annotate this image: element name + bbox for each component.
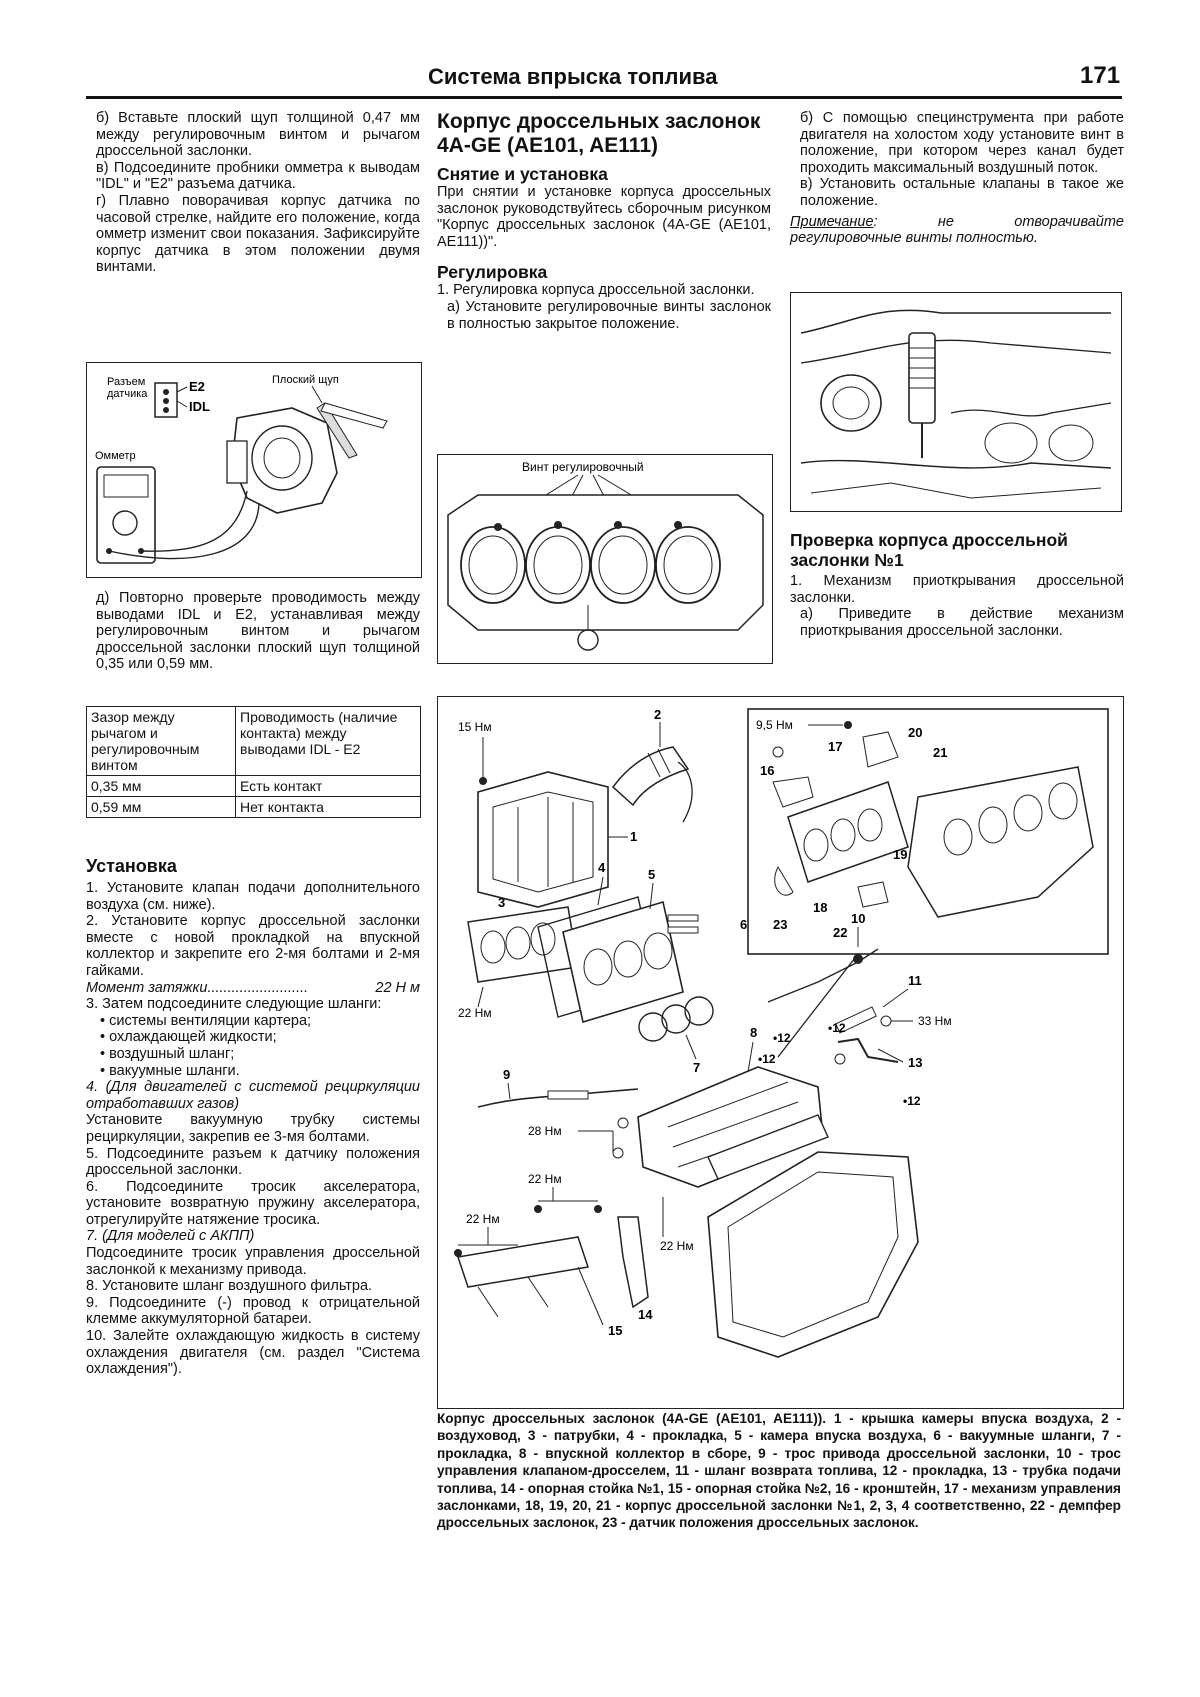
adjust-step-1: 1. Регулировка корпуса дроссельной заслонки.: [437, 282, 755, 299]
torque-22b: 22 Нм: [528, 1172, 562, 1186]
label-3: 3: [498, 895, 506, 910]
install-step-8: 8. Установите шланг воздушного фильтра.: [86, 1278, 373, 1295]
check-step-1a: а) Приведите в действие механизм приоткрывания дроссельной заслонки.: [800, 606, 1124, 639]
install-step-2: 2. Установите корпус дроссельной заслонки вместе с новой прокладкой на впускной коллектор и закрепите его 2-мя болтами и 2-мя гайками.: [86, 913, 420, 979]
adjust-screw-label: Винт регулировочный: [522, 460, 644, 474]
col3-para-b: б) С помощью специнструмента при работе двигателя на холостом ходу установите винт в положение, при котором через канал будет проходить максимальный воздушный поток.: [800, 110, 1124, 176]
bullet-1: • системы вентиляции картера;: [100, 1012, 312, 1029]
col3-upper-text: [790, 110, 1124, 247]
install-step-6: 6. Подсоедините тросик акселератора, установите возвратную пружину акселератора, отрегулируйте натяжение тросика.: [86, 1178, 420, 1228]
tps-check-drawing: [87, 363, 421, 577]
removal-text: При снятии и установке корпуса дроссельных заслонок руководствуйтесь сборочным рисунком "Корпус дроссельных заслонок (4A-GE (AE101, AE111))".: [437, 184, 771, 250]
col1-upper-text: [86, 110, 420, 276]
note: [790, 214, 1124, 247]
label-9: 9: [503, 1067, 511, 1082]
torque-dots: .........................: [207, 979, 309, 996]
connector-label-1: Разъем: [107, 376, 146, 388]
torque-label: Момент затяжки: [86, 979, 208, 996]
label-19: 19: [893, 847, 908, 862]
torque-22a: 22 Нм: [458, 1006, 492, 1020]
bullet-3: • воздушный шланг;: [100, 1045, 235, 1062]
label-23: 23: [773, 917, 788, 932]
figure-adjusting-screws: [437, 454, 773, 664]
bullet-4: • вакуумные шланги.: [100, 1062, 240, 1079]
figure-tps-check: [86, 362, 422, 578]
adjust-heading: Регулировка: [437, 262, 548, 283]
torque-spec: [86, 980, 420, 997]
label-1: 1: [630, 829, 638, 844]
page-number: 171: [1080, 62, 1121, 89]
label-12a: •12: [773, 1031, 791, 1045]
label-14: 14: [638, 1307, 653, 1322]
label-12b: •12: [758, 1052, 776, 1066]
col3-para-v: в) Установить остальные клапаны в такое же положение.: [800, 176, 1124, 209]
note-label: Примечание: [790, 213, 874, 230]
para-b: б) Вставьте плоский щуп толщиной 0,47 мм между регулировочным винтом и рычагом дроссельной заслонки.: [96, 110, 420, 160]
label-6: 6: [740, 917, 748, 932]
label-12c: •12: [828, 1021, 846, 1035]
idl-label: IDL: [189, 399, 210, 414]
label-17: 17: [828, 739, 843, 754]
torque-22c: 22 Нм: [466, 1212, 500, 1226]
clearance-table: [86, 706, 421, 818]
running-header-title: Система впрыска топлива: [428, 64, 718, 89]
label-7: 7: [693, 1060, 701, 1075]
col1-para-d-block: [86, 590, 420, 673]
install-heading: Установка: [86, 856, 177, 876]
torque-33: 33 Нм: [918, 1014, 952, 1028]
label-22: 22: [833, 925, 848, 940]
check-heading: Проверка корпуса дроссельной заслонки №1: [790, 530, 1068, 570]
removal-heading: Снятие и установка: [437, 164, 608, 184]
adjust-step-1a: а) Установите регулировочные винты заслонок в полностью закрытое положение.: [447, 298, 771, 332]
label-5: 5: [648, 867, 656, 882]
install-step-7-text: Подсоедините тросик управления дроссельной заслонкой к механизму привода.: [86, 1245, 420, 1278]
torque-22d: 22 Нм: [660, 1239, 694, 1253]
torque-9-5: 9,5 Нм: [756, 718, 793, 732]
label-8: 8: [750, 1025, 758, 1040]
install-step-4-title: 4. (Для двигателей с системой рециркуляции отработавших газов): [86, 1079, 420, 1112]
table-header-gap: Зазор между рычагом и регулировочным винтом: [87, 707, 236, 776]
label-20: 20: [908, 725, 923, 740]
label-12d: •12: [903, 1094, 921, 1108]
torque-value: 22 Н м: [375, 979, 420, 996]
install-step-1: 1. Установите клапан подачи дополнительного воздуха (см. ниже).: [86, 880, 420, 913]
figure-assembly: [437, 696, 1124, 1409]
table-cell-result: Есть контакт: [236, 776, 421, 797]
col2-text-block: [437, 110, 771, 332]
install-step-3: 3. Затем подсоедините следующие шланги:: [86, 996, 382, 1013]
para-v: в) Подсоедините пробники омметра к выводам "IDL" и "E2" разъема датчика.: [96, 159, 420, 193]
check-step-1: 1. Механизм приоткрывания дроссельной заслонки.: [790, 573, 1124, 606]
header-rule: [86, 96, 1122, 99]
label-11: 11: [908, 973, 922, 988]
connector-label-2: датчика: [107, 388, 148, 400]
table-cell-gap: 0,59 мм: [87, 797, 236, 818]
table-row: [87, 776, 421, 797]
label-4: 4: [598, 860, 606, 875]
torque-28: 28 Нм: [528, 1124, 562, 1138]
para-d: д) Повторно проверьте проводимость между выводами IDL и E2, устанавливая между регулировочным винтом и рычагом дроссельной заслонки плоский щуп толщиной 0,35 или 0,59 мм.: [96, 590, 420, 673]
assembly-drawing: [438, 697, 1123, 1408]
feeler-label: Плоский щуп: [272, 374, 339, 386]
para-g: г) Плавно поворачивая корпус датчика по часовой стрелке, найдите его положение, когда омметр изменит свои показания. Зафиксируйте корпус датчика в этом положении двумя винтами.: [96, 192, 420, 276]
install-step-7-title: 7. (Для моделей с АКПП): [86, 1228, 255, 1245]
label-16: 16: [760, 763, 775, 778]
table-row: [87, 797, 421, 818]
col1-install-block: [86, 856, 420, 1378]
install-step-4-text: Установите вакуумную трубку системы рециркуляции, закрепив ее 3-мя болтами.: [86, 1112, 420, 1145]
e2-label: E2: [189, 379, 205, 394]
label-13: 13: [908, 1055, 923, 1070]
label-10: 10: [851, 911, 866, 926]
section-title: Корпус дроссельных заслонок 4A-GE (AE101, AE111): [437, 110, 761, 157]
note-text: : не отворачивайте регулировочные винты полностью.: [790, 213, 1124, 247]
table-header-row: [87, 707, 421, 776]
install-step-5: 5. Подсоедините разъем к датчику положения дроссельной заслонки.: [86, 1145, 420, 1179]
table-cell-result: Нет контакта: [236, 797, 421, 818]
torque-15: 15 Нм: [458, 720, 492, 734]
special-tool-drawing: [791, 293, 1121, 511]
bullet-2: • охлаждающей жидкости;: [100, 1029, 277, 1046]
label-15: 15: [608, 1323, 623, 1338]
table-header-continuity: Проводимость (наличие контакта) между выводами IDL - E2: [236, 707, 421, 776]
assembly-caption: Корпус дроссельных заслонок (4A-GE (AE101, AE111)). 1 - крышка камеры впуска воздуха, 2 - воздуховод, 3 - патрубки, 4 - прокладка, 5 - камера впуска воздуха, 6 - вакуумные шланги, 7 - прокладка, 8 - впускной коллектор в сборе, 9 - трос привода дроссельной заслонки, 10 - трос управления клапаном-дросселем, 11 - шланг возврата топлива, 12 - прокладка, 13 - трубка подачи топлива, 14 - опорная стойка №1, 15 - опорная стойка №2, 16 - кронштейн, 17 - механизм управления заслонками, 18, 19, 20, 21 - корпус дроссельной заслонки №1, 2, 3, 4 соответственно, 22 - демпфер дроссельных заслонок, 23 - датчик положения дроссельных заслонок.: [437, 1411, 1121, 1531]
label-21: 21: [933, 745, 948, 760]
ohmmeter-label: Омметр: [95, 450, 136, 462]
adjusting-screws-drawing: [438, 455, 772, 663]
col3-check-block: [790, 530, 1124, 639]
install-step-9: 9. Подсоедините (-) провод к отрицательной клемме аккумуляторной батареи.: [86, 1294, 420, 1328]
label-18: 18: [813, 900, 828, 915]
figure-special-tool: [790, 292, 1122, 512]
label-2: 2: [654, 707, 662, 722]
install-step-10: 10. Залейте охлаждающую жидкость в систему охлаждения двигателя (см. раздел "Система охлаждения").: [86, 1328, 420, 1378]
table-cell-gap: 0,35 мм: [87, 776, 236, 797]
